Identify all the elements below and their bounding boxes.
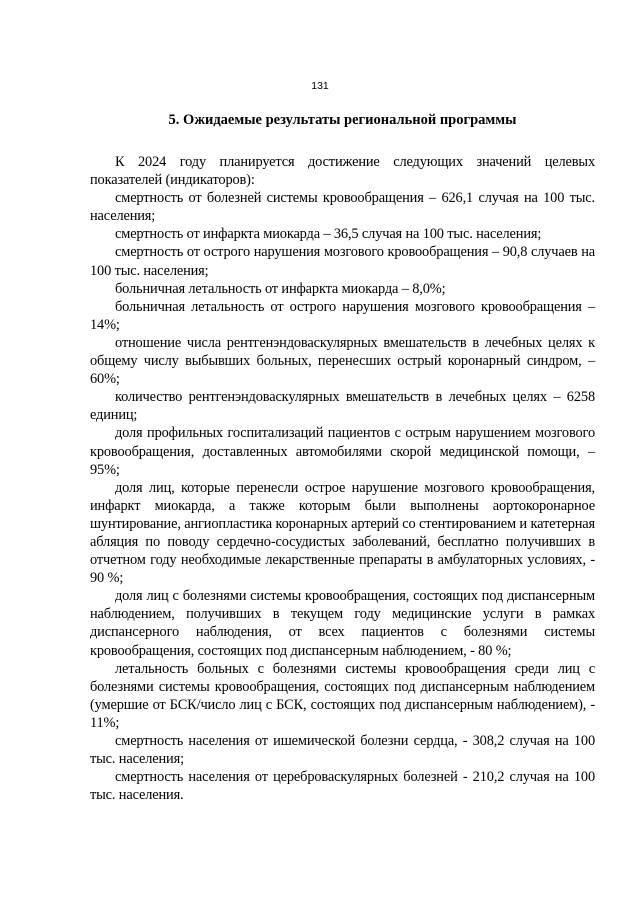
paragraph-indicator: летальность больных с болезнями системы кровообращения среди лиц с болезнями системы кровообращения, состоящих под диспансерным наблюдением (умершие от БСК/число лиц с БСК, состоящих под диспансерным наблюдением), - 11%; bbox=[90, 660, 595, 731]
paragraph-indicator: смертность населения от ишемической болезни сердца, - 308,2 случая на 100 тыс. населения; bbox=[90, 733, 595, 768]
paragraph-indicator: смертность от инфаркта миокарда – 36,5 случая на 100 тыс. населения; bbox=[115, 226, 542, 243]
paragraph-indicator: больничная летальность от острого нарушения мозгового кровообращения – 14%; bbox=[90, 298, 595, 333]
paragraph-indicator: доля лиц с болезнями системы кровообращения, состоящих под диспансерным наблюдением, получивших в текущем году медицинские услуги в рамках диспансерного наблюдения, от всех пациентов с болезнями системы кровообращения, состоящих под диспансерным наблюдением, - 80 %; bbox=[90, 588, 595, 659]
paragraph-indicator: смертность населения от цереброваскулярных болезней - 210,2 случая на 100 тыс. населения. bbox=[90, 769, 595, 804]
paragraph-indicator: смертность от острого нарушения мозгового кровообращения – 90,8 случаев на 100 тыс. населения; bbox=[90, 244, 595, 279]
document-body bbox=[90, 153, 595, 804]
section-title: 5. Ожидаемые результаты региональной программы bbox=[168, 112, 517, 128]
paragraph-indicator: доля лиц, которые перенесли острое нарушение мозгового кровообращения, инфаркт миокарда, а также которым были выполнены аортокоронарное шунтирование, ангиопластика коронарных артерий со стентированием и катетерная абляция по поводу сердечно-сосудистых заболеваний, бесплатно получивших в отчетном году необходимые лекарственные препараты в амбулаторных условиях, - 90 %; bbox=[90, 479, 595, 587]
paragraph-indicator: больничная летальность от инфаркта миокарда – 8,0%; bbox=[115, 280, 446, 297]
paragraph-indicator: доля профильных госпитализаций пациентов с острым нарушением мозгового кровообращения, доставленных автомобилями скорой медицинской помощи, – 95%; bbox=[90, 425, 595, 478]
paragraph-indicator: смертность от болезней системы кровообращения – 626,1 случая на 100 тыс. населения; bbox=[90, 190, 595, 225]
page-number: 131 bbox=[311, 80, 329, 92]
paragraph-intro: К 2024 году планируется достижение следующих значений целевых показателей (индикаторов): bbox=[90, 154, 595, 189]
paragraph-indicator: количество рентгенэндоваскулярных вмешательств в лечебных целях – 6258 единиц; bbox=[90, 389, 595, 424]
paragraph-indicator: отношение числа рентгенэндоваскулярных вмешательств в лечебных целях к общему числу выбывших больных, перенесших острый коронарный синдром, – 60%; bbox=[90, 334, 595, 388]
